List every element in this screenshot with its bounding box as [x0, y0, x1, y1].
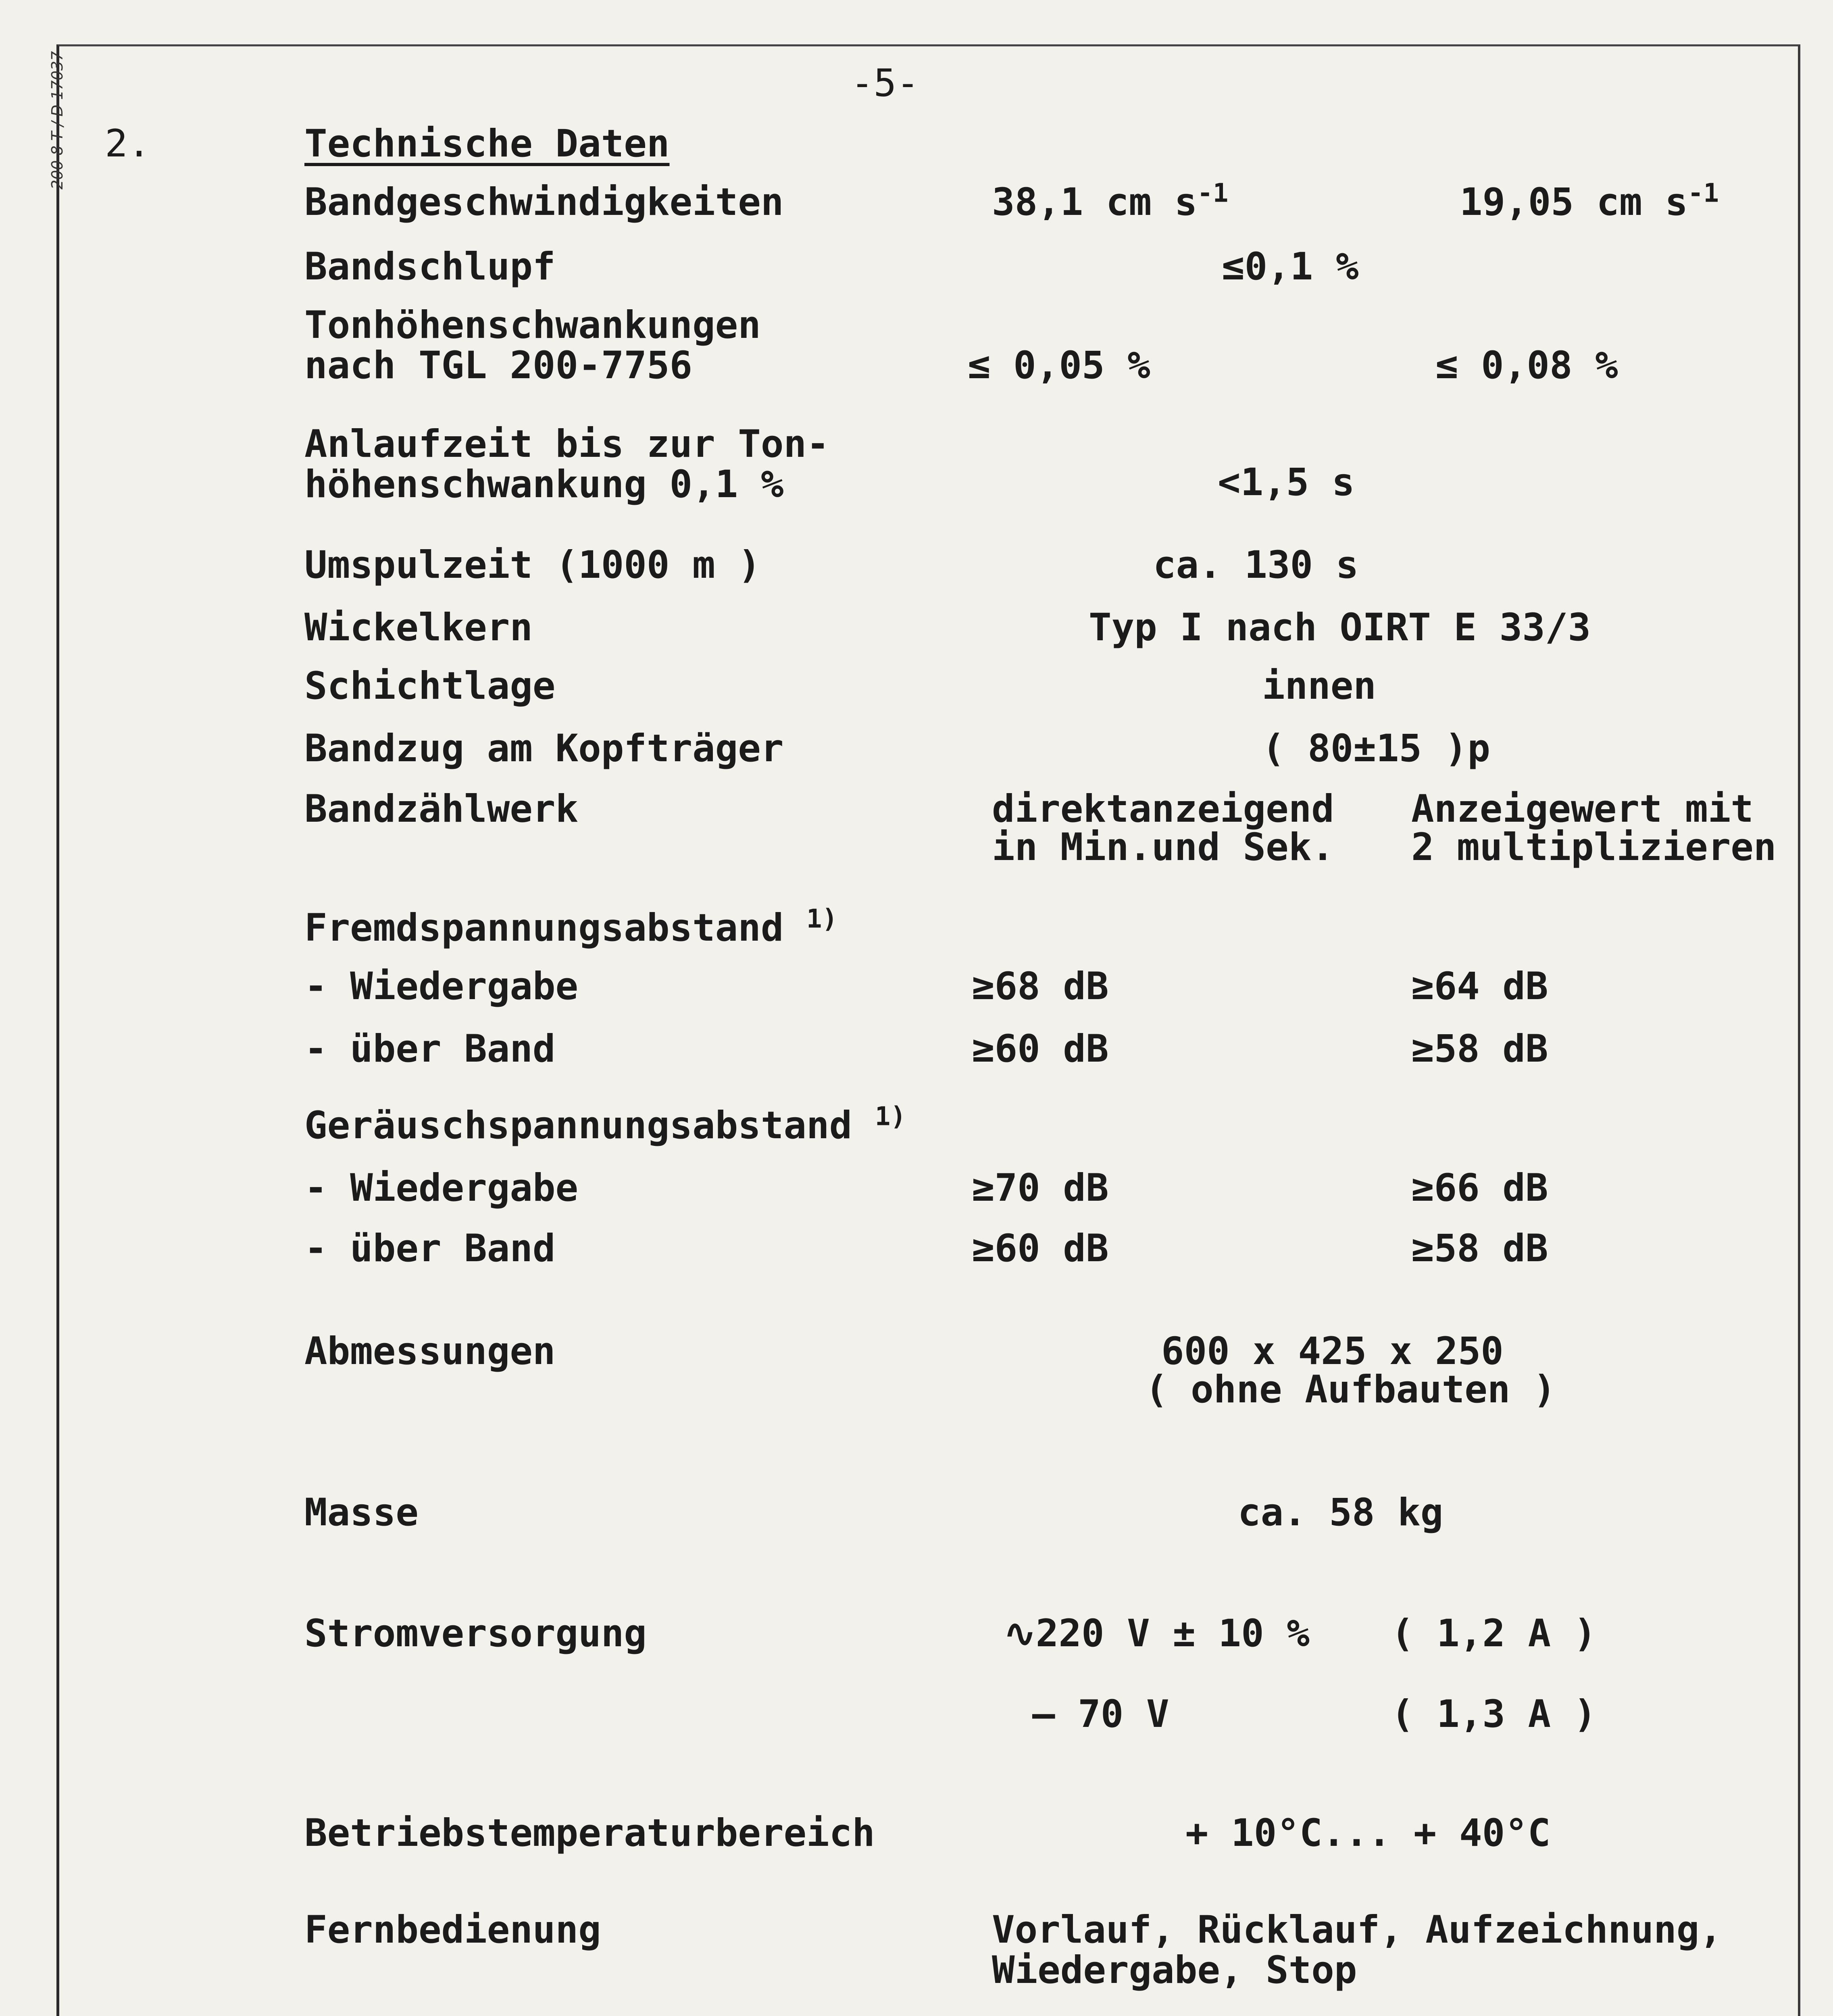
value-noise1-playback-1: ≥68 dB: [972, 964, 1109, 1008]
label-counter: Bandzählwerk: [304, 787, 579, 831]
value-noise2-tape-2: ≥58 dB: [1411, 1227, 1548, 1270]
value-tension: ( 80±15 )p: [1262, 727, 1490, 771]
value-counter-1b: in Min.und Sek.: [992, 825, 1334, 869]
label-layer: Schichtlage: [304, 664, 556, 708]
section-number: 2.: [105, 122, 151, 166]
value-power-2a: – 70 V: [1032, 1692, 1169, 1736]
label-startup-1: Anlaufzeit bis zur Ton-: [304, 422, 829, 466]
label-noise2-playback: - Wiedergabe: [304, 1166, 579, 1210]
label-slip: Bandschlupf: [304, 245, 556, 289]
label-startup-2: höhenschwankung 0,1 %: [304, 462, 784, 506]
value-power-1b: ( 1,2 A ): [1391, 1612, 1597, 1656]
label-noise1-playback: - Wiedergabe: [304, 964, 579, 1008]
value-mass: ca. 58 kg: [1238, 1491, 1443, 1535]
side-note-top: 200 8 T / D 17037: [48, 51, 66, 190]
label-noise1: Fremdspannungsabstand $^{1)}$: [304, 904, 838, 950]
value-noise1-playback-2: ≥64 dB: [1411, 964, 1548, 1008]
label-noise1-tape: - über Band: [304, 1027, 556, 1071]
value-noise2-playback-1: ≥70 dB: [972, 1166, 1109, 1210]
value-layer: innen: [1262, 664, 1376, 708]
value-speed-1: 38,1 cm $s^{-1}$: [992, 178, 1229, 224]
value-startup: <1,5 s: [1218, 460, 1355, 504]
page-number: -5-: [851, 61, 919, 105]
value-counter-2b: 2 multiplizieren: [1411, 825, 1777, 869]
label-noise2: Geräuschspannungsabstand $^{1)}$: [304, 1102, 906, 1148]
label-speed: Bandgeschwindigkeiten: [304, 180, 784, 224]
value-slip: ≤0,1 %: [1222, 245, 1359, 289]
value-counter-1a: direktanzeigend: [992, 787, 1334, 831]
label-flutter-1: Tonhöhenschwankungen: [304, 303, 761, 347]
value-dims-1: 600 x 425 x 250: [1161, 1329, 1504, 1373]
value-speed-2: 19,05 cm $s^{-1}$: [1460, 178, 1719, 224]
label-flutter-2: nach TGL 200-7756: [304, 344, 693, 387]
value-core: Typ I nach OIRT E 33/3: [1089, 606, 1591, 650]
label-rewind: Umspulzeit (1000 m ): [304, 543, 761, 587]
value-noise1-tape-1: ≥60 dB: [972, 1027, 1109, 1071]
value-dims-2: ( ohne Aufbauten ): [1145, 1368, 1556, 1412]
section-title: Technische Daten: [304, 122, 670, 166]
value-remote-1: Vorlauf, Rücklauf, Aufzeichnung,: [992, 1908, 1722, 1952]
value-power-2b: ( 1,3 A ): [1391, 1692, 1597, 1736]
label-mass: Masse: [304, 1491, 419, 1535]
value-rewind: ca. 130 s: [1153, 543, 1359, 587]
value-noise1-tape-2: ≥58 dB: [1411, 1027, 1548, 1071]
label-tension: Bandzug am Kopfträger: [304, 727, 784, 771]
value-noise2-tape-1: ≥60 dB: [972, 1227, 1109, 1270]
value-remote-2: Wiedergabe, Stop: [992, 1948, 1357, 1992]
label-core: Wickelkern: [304, 606, 533, 650]
label-noise2-tape: - über Band: [304, 1227, 556, 1270]
label-power: Stromversorgung: [304, 1612, 647, 1656]
value-temp: + 10°C... + 40°C: [1185, 1811, 1551, 1855]
value-flutter-2: ≤ 0,08 %: [1435, 344, 1618, 387]
value-power-1a: ∿220 V ± 10 %: [1004, 1612, 1310, 1656]
label-temp: Betriebstemperaturbereich: [304, 1811, 875, 1855]
value-flutter-1: ≤ 0,05 %: [968, 344, 1150, 387]
value-counter-2a: Anzeigewert mit: [1411, 787, 1754, 831]
value-noise2-playback-2: ≥66 dB: [1411, 1166, 1548, 1210]
label-remote: Fernbedienung: [304, 1908, 601, 1952]
label-dims: Abmessungen: [304, 1329, 556, 1373]
